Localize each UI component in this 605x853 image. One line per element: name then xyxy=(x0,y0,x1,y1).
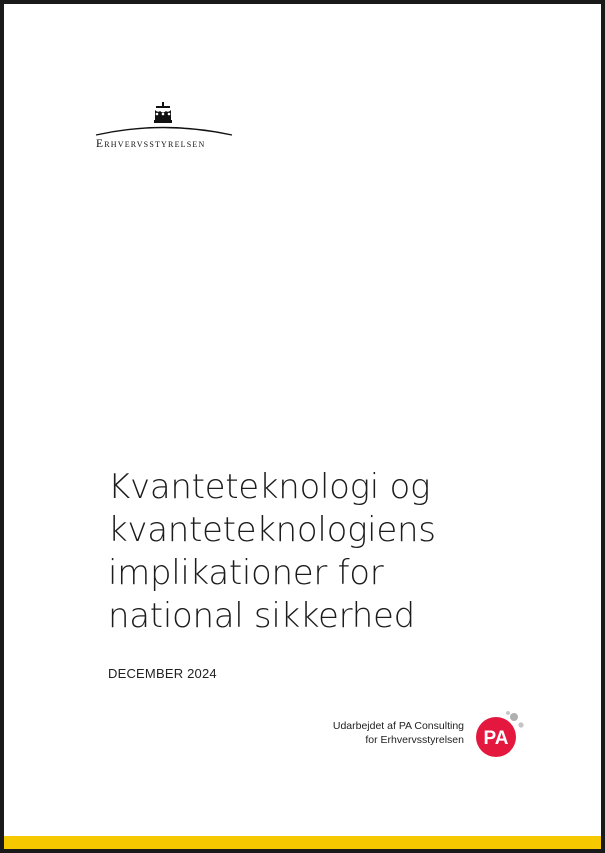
erhvervsstyrelsen-logo xyxy=(94,102,236,154)
credit-text xyxy=(333,719,464,747)
accent-bar xyxy=(4,836,601,849)
document-cover-page xyxy=(4,4,601,849)
title-line-4: national sikkerhed xyxy=(108,596,415,636)
title-line-2: kvanteteknologiens xyxy=(108,510,436,550)
title-line-1: Kvanteteknologi og xyxy=(108,467,431,507)
pa-logo-text: PA xyxy=(483,728,509,749)
title-line-3: implikationer for xyxy=(108,553,384,593)
crown-emblem-icon xyxy=(94,102,236,142)
document-title xyxy=(108,466,568,638)
publisher-name: Erhvervsstyrelsen xyxy=(96,138,206,150)
publication-date: DECEMBER 2024 xyxy=(108,666,217,681)
pa-consulting-logo xyxy=(474,709,526,761)
credit-line-2: for Erhvervsstyrelsen xyxy=(365,734,464,746)
pa-logo-icon xyxy=(474,709,526,761)
credit-line-1: Udarbejdet af PA Consulting xyxy=(332,720,464,732)
